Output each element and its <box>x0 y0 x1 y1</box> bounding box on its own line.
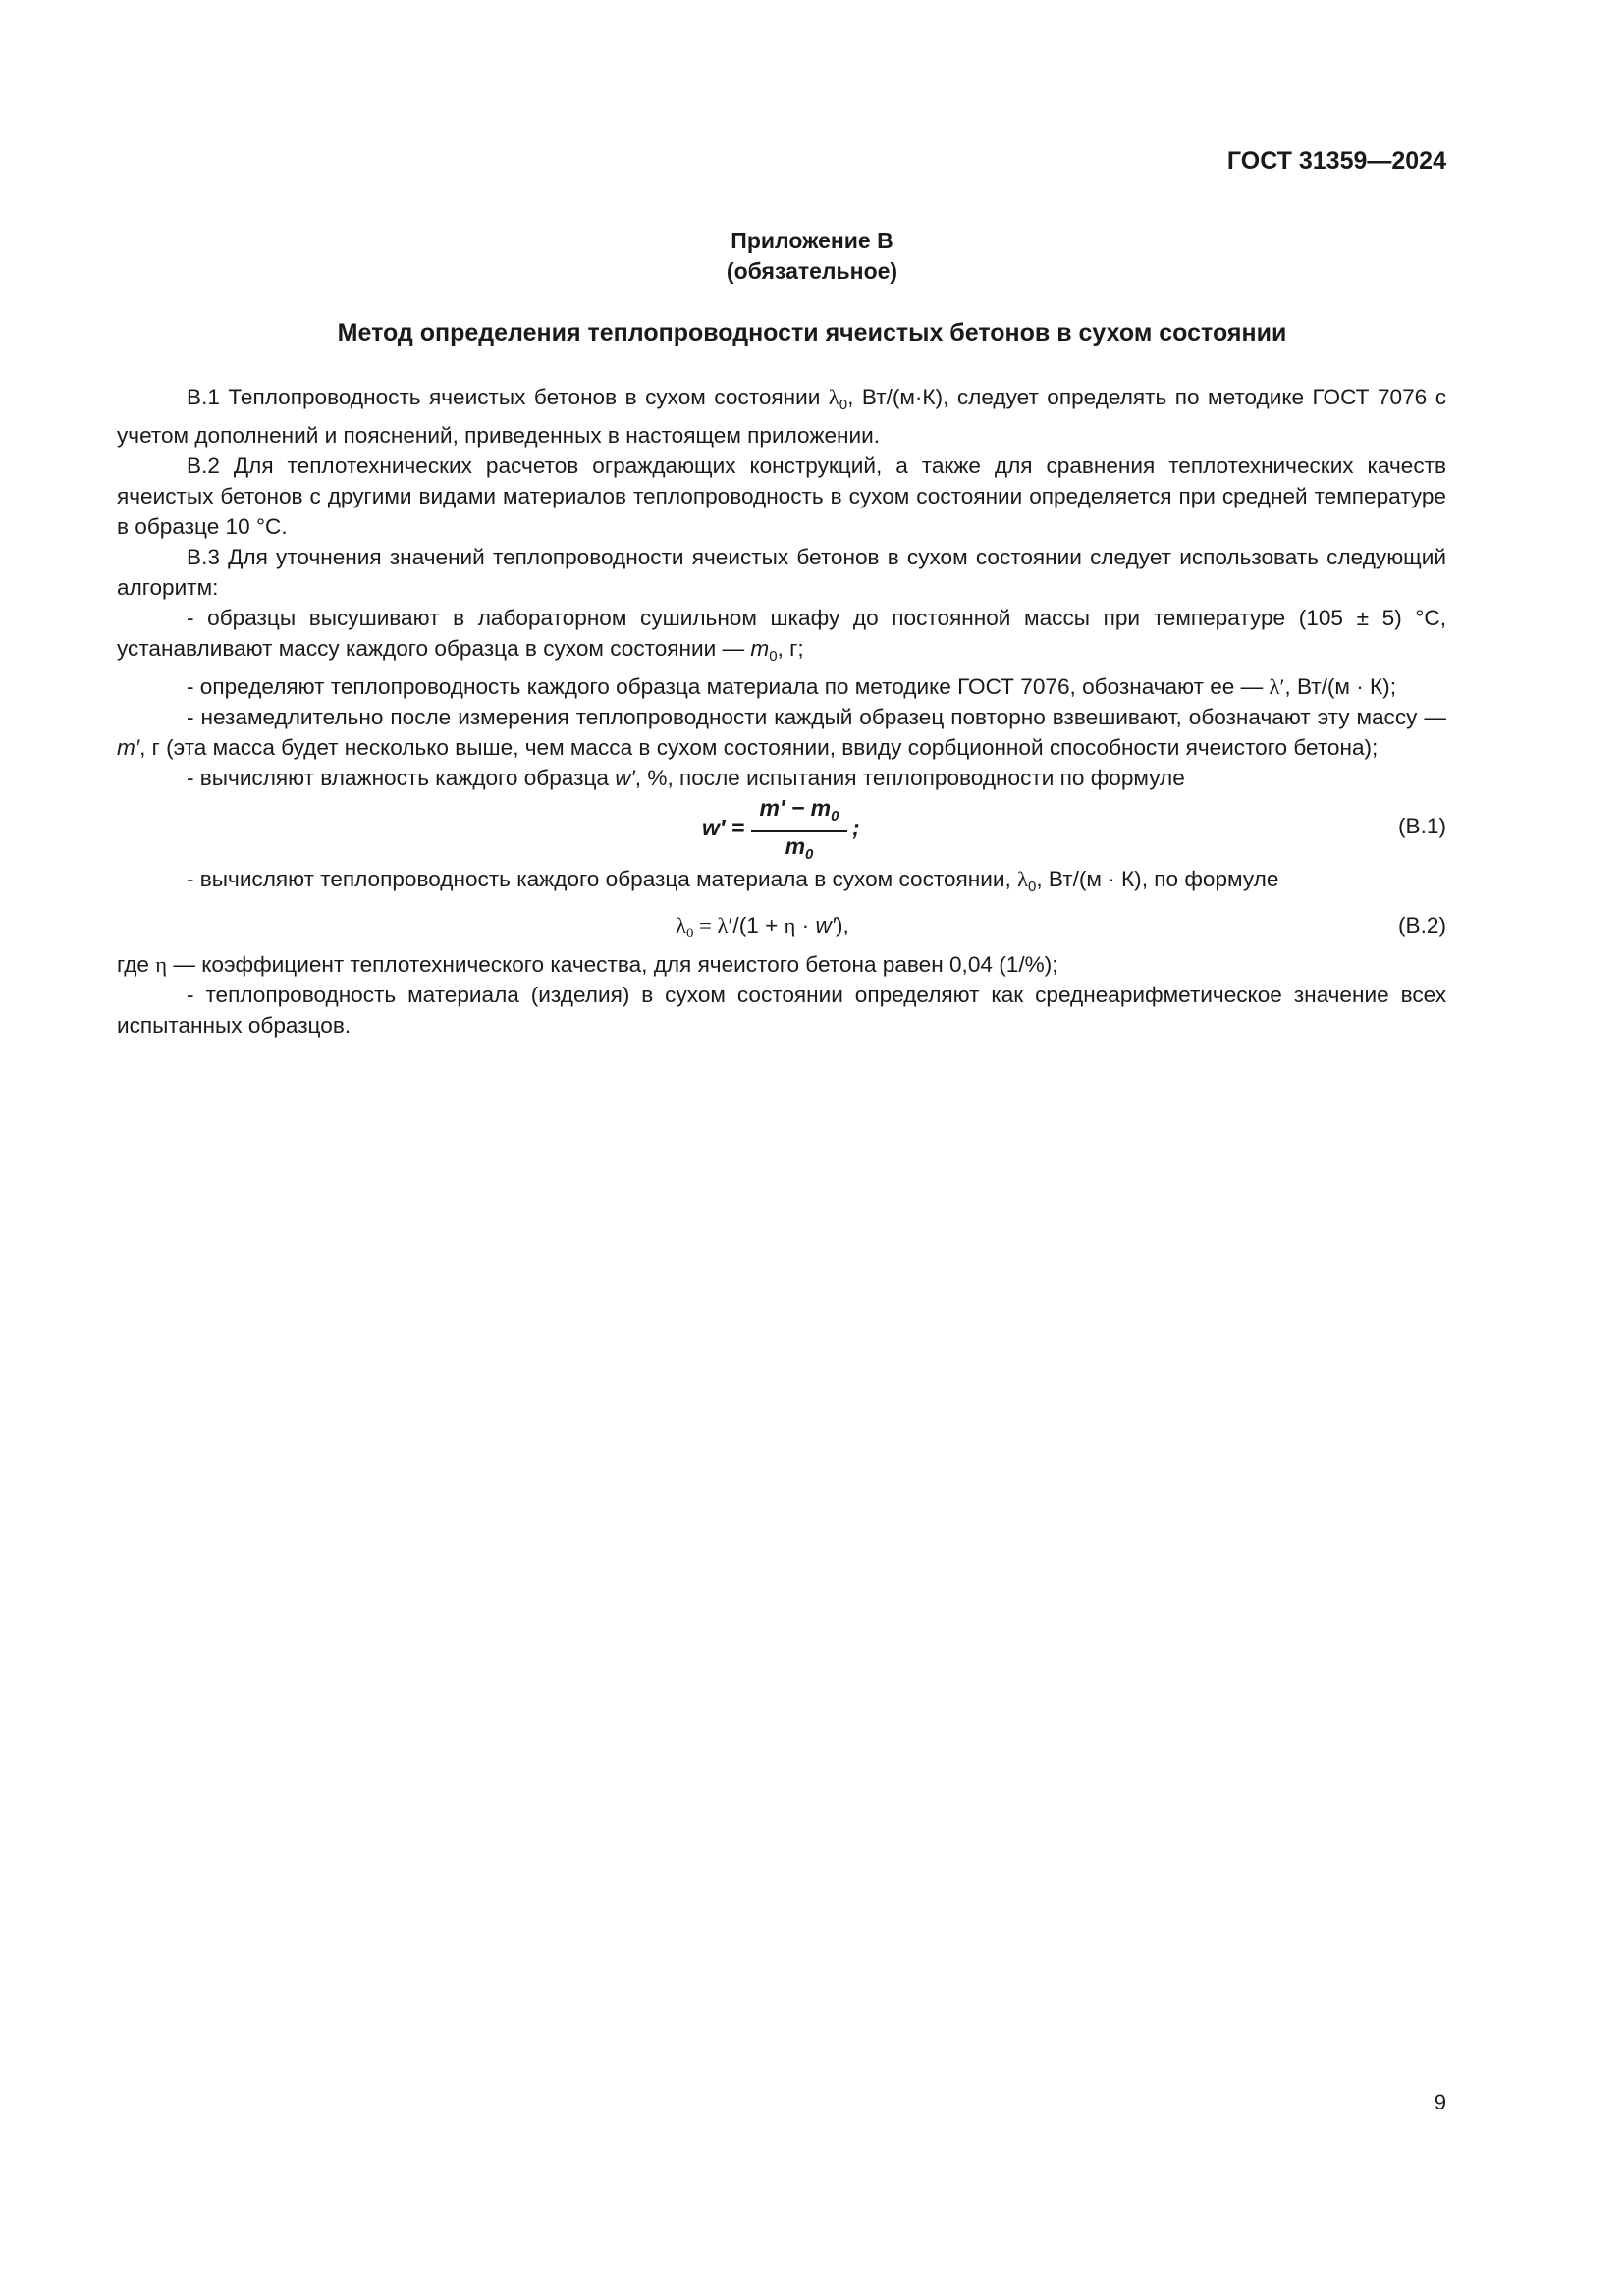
mass-prime-symbol: m′ <box>117 735 140 760</box>
document-code: ГОСТ 31359—2024 <box>1226 147 1446 175</box>
algorithm-step-5 <box>117 864 1446 902</box>
fraction-numerator <box>751 795 847 829</box>
where-clause <box>117 949 1446 980</box>
eta-symbol: η <box>155 952 168 977</box>
fraction <box>751 795 847 868</box>
subscript: 0 <box>685 926 694 941</box>
formula-b2 <box>117 902 1446 949</box>
appendix-title: Приложение В <box>731 228 893 253</box>
text: где <box>117 952 156 977</box>
lambda-symbol: λ <box>676 913 686 937</box>
section-title: Метод определения теплопроводности ячеистых бетонов в сухом состоянии <box>337 319 1287 347</box>
lambda-symbol: λ <box>1017 867 1029 891</box>
text: - незамедлительно после измерения теплопроводности каждый образец повторно взвешивают, обозначают эту массу — <box>187 705 1446 729</box>
lambda-prime-symbol: λ′ <box>1269 674 1285 699</box>
text: - вычисляют влажность каждого образца <box>187 766 616 790</box>
lambda-prime-symbol: λ′ <box>717 913 733 937</box>
final-step: - теплопроводность материала (изделия) в сухом состоянии определяют как среднеарифметическое значение всех испытанных образцов. <box>117 983 1446 1038</box>
text: /(1 + <box>732 913 785 937</box>
equation-number-b2: (В.2) <box>1398 913 1446 937</box>
algorithm-step-3 <box>117 702 1446 763</box>
algorithm-step-4 <box>117 763 1446 793</box>
paragraph-b1 <box>117 382 1446 451</box>
lambda-symbol: λ <box>828 385 839 409</box>
formula-terminator: ; <box>852 815 860 840</box>
moisture-symbol: w′ <box>615 766 635 790</box>
formula-b1 <box>117 793 1446 864</box>
fraction-denominator <box>751 833 847 868</box>
text: В.1 Теплопроводность ячеистых бетонов в сухом состоянии <box>187 385 829 409</box>
text: , г (эта масса будет несколько выше, чем масса в сухом состоянии, ввиду сорбционной способности ячеистого бетона); <box>139 735 1379 760</box>
text: - вычисляют теплопроводность каждого образца материала в сухом состоянии, <box>187 867 1018 891</box>
moisture-symbol: w′ <box>815 913 837 937</box>
page-number: 9 <box>1434 2090 1446 2114</box>
text: · <box>795 913 816 937</box>
text: — коэффициент теплотехнического качества, для ячеистого бетона равен 0,04 (1/%); <box>167 952 1058 977</box>
text: , г; <box>777 636 804 661</box>
text: - образцы высушивают в лабораторном сушильном шкафу до постоянной массы при температуре (105 ± 5) °С, устанавливают массу каждого образца в сухом состоянии — <box>117 606 1446 661</box>
equation-number-b1: (В.1) <box>1398 814 1446 838</box>
subscript: 0 <box>769 648 778 665</box>
subscript: 0 <box>1028 879 1037 895</box>
subscript: 0 <box>831 808 839 825</box>
text: , %, после испытания теплопроводности по формуле <box>634 766 1185 790</box>
text: , Вт/(м · К), по формуле <box>1036 867 1279 891</box>
subscript: 0 <box>805 846 814 863</box>
document-body <box>117 382 1446 1041</box>
eta-symbol: η <box>784 913 796 937</box>
paragraph-b3: В.3 Для уточнения значений теплопроводности ячеистых бетонов в сухом состоянии следует использовать следующий алгоритм: <box>117 545 1446 600</box>
appendix-heading <box>0 226 1624 287</box>
appendix-status: (обязательное) <box>726 258 898 284</box>
text: - определяют теплопроводность каждого образца материала по методике ГОСТ 7076, обозначают ее — <box>187 674 1270 699</box>
algorithm-step-1 <box>117 603 1446 671</box>
text: , Вт/(м·К), следует определять по методике ГОСТ 7076 с учетом дополнений и пояснений, приведенных в настоящем приложении. <box>117 385 1446 448</box>
equals-sign: = <box>693 913 718 937</box>
text: , Вт/(м · К); <box>1284 674 1396 699</box>
numerator-text: m′ − m <box>759 795 832 821</box>
mass-symbol: m <box>750 636 770 661</box>
subscript: 0 <box>839 397 848 413</box>
paragraph-b2: В.2 Для теплотехнических расчетов ограждающих конструкций, а также для сравнения теплотехнических качеств ячеистых бетонов с другими видами материалов теплопроводность в сухом состоянии определяется при средней температуре в образце 10 °С. <box>117 454 1446 539</box>
algorithm-step-2 <box>117 671 1446 702</box>
text: ), <box>836 913 849 937</box>
formula-lhs: w′ = <box>702 815 745 840</box>
fraction-bar <box>751 830 847 832</box>
denominator-text: m <box>785 833 806 859</box>
formula-b2-expression <box>676 910 849 949</box>
